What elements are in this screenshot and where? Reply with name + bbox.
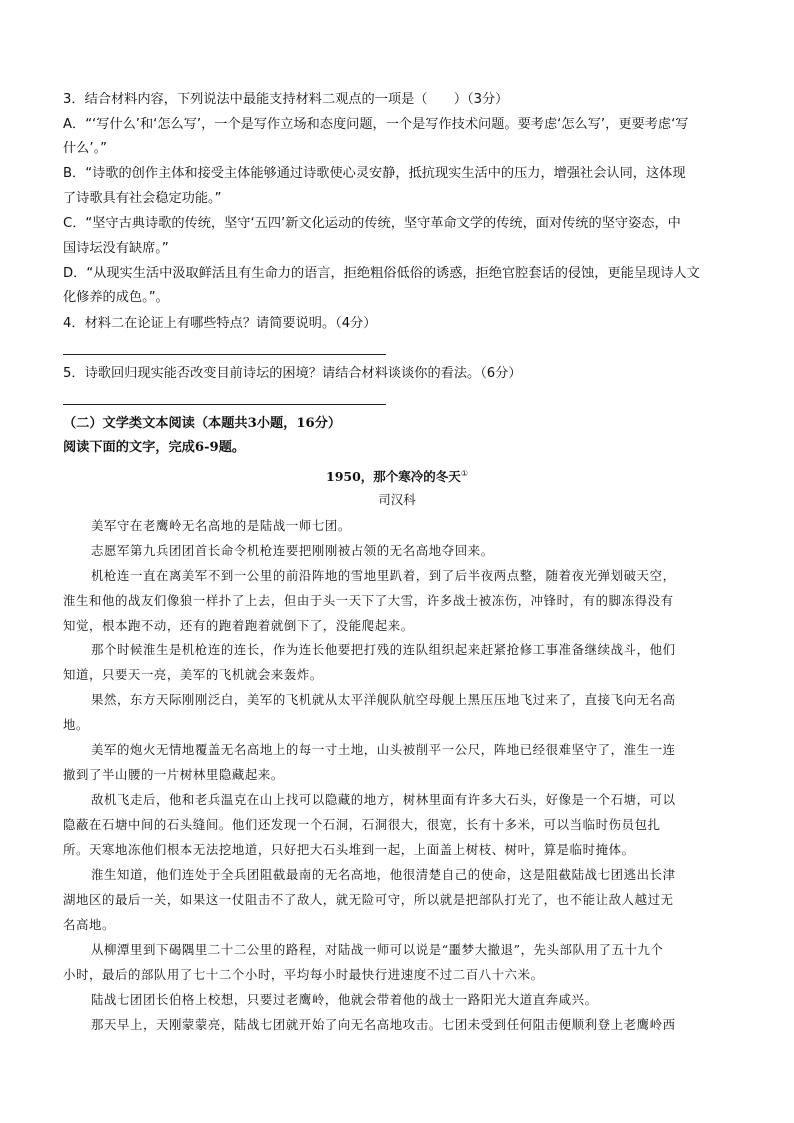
option-a-line1: A．“‘写什么’和‘怎么写’，一个是写作立场和态度问题，一个是写作技术问题。要考虑‘怎么写’，更要考虑‘写: [63, 117, 689, 132]
question-5-stem: 5．诗歌回归现实能否改变目前诗坛的困境？请结合材料谈谈你的看法。（6分）: [63, 366, 522, 381]
answer-line-q4: [63, 354, 386, 355]
story-line: 果然，东方天际刚刚泛白，美军的飞机就从太平洋舰队航空母舰上黑压压地飞过来了，直接飞向无名高: [91, 692, 676, 707]
story-line: 知道，只要天一亮，美军的飞机就会来轰炸。: [63, 667, 323, 682]
story-line: 地。: [63, 717, 89, 732]
story-line: 陆战七团团长伯格上校想，只要过老鹰岭，他就会带着他的战士一路阳光大道直奔咸兴。: [91, 992, 598, 1007]
story-line: 淮生知道，他们连处于全兵团阻截最南的无名高地，他很清楚自己的使命，这是阻截陆战七团逃出长津: [91, 867, 676, 882]
story-line: 美军守在老鹰岭无名高地的是陆战一师七团。: [91, 518, 351, 533]
story-line: 美军的炮火无情地覆盖无名高地上的每一寸土地，山头被削平一公尺，阵地已经很难坚守了，淮生一连: [91, 742, 676, 757]
option-b-line1: B．“诗歌的创作主体和接受主体能够通过诗歌使心灵安静，抵抗现实生活中的压力，增强社会认同，这体现: [63, 166, 686, 181]
story-line: 小时，最后的部队用了七十二个小时，平均每小时最快行进速度不过二百八十六米。: [63, 967, 544, 982]
story-line: 淮生和他的战友们像狼一样扑了上去，但由于头一天下了大雪，许多战士被冻伤，冲锋时，有的脚冻得没有: [63, 593, 674, 608]
story-title-text: 1950，那个寒冷的冬天: [326, 469, 461, 485]
option-c-line2: 国诗坛没有缺席。”: [63, 241, 169, 256]
story-author: 司汉科: [378, 492, 416, 507]
option-d-line2: 化修养的成色。”。: [63, 290, 169, 305]
story-line: 知觉，根本跑不动，还有的跑着跑着就倒下了，没能爬起来。: [63, 618, 414, 633]
option-a-line2: 什么’。”: [63, 141, 107, 156]
question-4-stem: 4．材料二在论证上有哪些特点？请简要说明。（4分）: [63, 316, 377, 331]
option-d-line1: D．“从现实生活中汲取鲜活且有生命力的语言，拒绝粗俗低俗的诱惑，拒绝官腔套话的侵蚀，更能呈现诗人文: [63, 266, 700, 281]
answer-line-q5: [63, 404, 386, 405]
story-line: 志愿军第九兵团团首长命令机枪连要把刚刚被占领的无名高地夺回来。: [91, 543, 494, 558]
story-line: 所。天寒地冻他们根本无法挖地道，只好把大石头堆到一起，上面盖上树枝、树叶，算是临时掩体。: [63, 842, 635, 857]
story-line: 湖地区的最后一关，如果这一仗阻击不了敌人，就无险可守，所以就是把部队打光了，也不能让敌人越过无: [63, 892, 674, 907]
story-line: 隐蔽在石塘中间的石头缝间。他们还发现一个石洞，石洞很大，很宽，长有十多米，可以当临时伤员包扎: [63, 817, 661, 832]
story-line: 那天早上，天刚蒙蒙亮，陆战七团就开始了向无名高地攻击。七团未受到任何阻击便顺利登上老鹰岭西: [91, 1017, 676, 1032]
story-title: [0, 466, 794, 485]
story-line: 那个时候淮生是机枪连的连长，作为连长他要把打残的连队组织起来赶紧抢修工事准备继续战斗，他们: [91, 642, 676, 657]
option-c-line1: C．“坚守古典诗歌的传统，坚守‘五四’新文化运动的传统，坚守革命文学的传统，面对传统的坚守姿态，中: [63, 216, 681, 231]
story-line: 名高地。: [63, 917, 115, 932]
story-line: 敌机飞走后，他和老兵温克在山上找可以隐藏的地方，树林里面有许多大石头，好像是一个石塘，可以: [91, 792, 676, 807]
section-heading: （二）文学类文本阅读（本题共3小题，16分）: [63, 416, 342, 431]
footnote-marker: ①: [460, 469, 468, 478]
story-line: 从柳潭里到下碣隅里二十二公里的路程，对陆战一师可以说是“噩梦大撤退”，先头部队用了五十九个: [91, 942, 664, 957]
story-line: 撤到了半山腰的一片树林里隐藏起来。: [63, 767, 284, 782]
option-b-line2: 了诗歌具有社会稳定功能。”: [63, 191, 222, 206]
story-line: 机枪连一直在离美军不到一公里的前沿阵地的雪地里趴着，到了后半夜两点整，随着夜光弹划破天空，: [91, 568, 676, 583]
question-3-stem: 3．结合材料内容，下列说法中最能支持材料二观点的一项是（ ）（3分）: [63, 92, 509, 107]
section-instruction: 阅读下面的文字，完成6-9题。: [63, 440, 246, 455]
